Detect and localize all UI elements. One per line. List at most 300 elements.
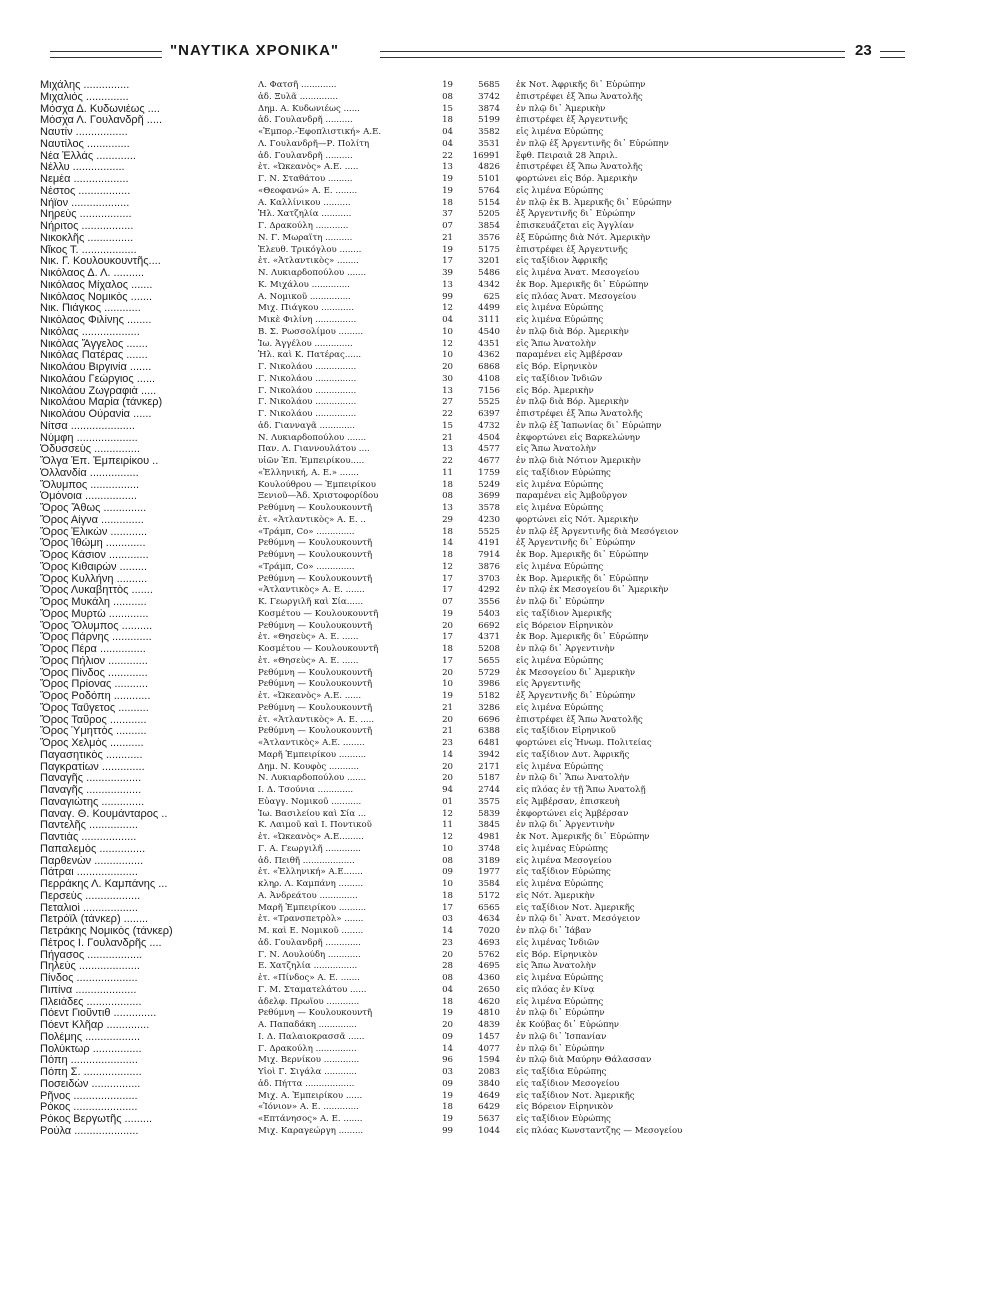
ship-status: φορτώνει εἰς Ἡνωμ. Πολιτείας [516,738,652,748]
ship-row [40,785,920,797]
ship-name: Παναγ. Θ. Κουμάνταρος .. [40,808,168,820]
ship-status: εἰς Ἄπω Ἀνατολὴν [516,444,597,455]
ship-status: εἰς λιμένας Εὐρώπης [516,843,608,854]
ship-status: ἐν πλῷ διὰ Βόρ. Ἀμερικὴν [516,326,629,337]
ship-status: ἐξ Εὐρώπης διὰ Νότ. Ἀμερικὴν [516,232,651,243]
ship-status: ἐξ Ἀργεντινῆς δι᾿ Εὐρώπην [516,209,636,220]
build-year: 12 [442,832,453,842]
build-year: 19 [442,174,453,184]
ship-owner: «Τράμπ, Co» .............. [258,561,355,572]
ship-owner: υἱῶν Ἐπ. Ἐμπειρίκου..... [258,456,365,466]
tonnage: 3742 [478,91,500,102]
ship-status: ἐν πλῷ ἐκ Β. Ἀμερικῆς δι᾿ Εὐρώπην [516,197,672,208]
ship-owner: Ρεθύμνη — Κουλουκουντῆ [258,538,373,549]
ship-row [40,268,920,280]
build-year: 19 [442,185,453,196]
ship-status: ἐκ Βορ. Ἀμερικῆς δι᾿ Εὐρώπην [516,550,649,560]
ship-name: Ὄρος Ταῦρος ............ [40,714,147,726]
ship-status: ἐκ Νοτ. Ἀμερικῆς δι᾿ Εὐρώπην [516,832,650,842]
ship-name: Ναυτίν ................. [40,127,128,138]
build-year: 13 [442,385,453,396]
page-number: 23 [855,42,872,59]
ship-name: Πεταλιοὶ .................. [40,902,138,914]
build-year: 28 [442,961,453,972]
ship-name: Ὁμόνοια ................. [40,491,137,503]
tonnage: 5208 [478,644,500,654]
ship-status: εἰς πλόας ἐν Κίνᾳ [516,984,595,995]
build-year: 99 [442,291,453,302]
ship-owner: Ν. Λυκιαρδοπούλου ....... [258,432,367,443]
tonnage: 4540 [478,326,500,337]
ship-status: ἐκ Βορ. Ἀμερικῆς δι᾿ Εὐρώπην [516,573,649,584]
header-rule-left [50,51,162,58]
tonnage: 4342 [478,279,500,290]
ship-name: Νύμφη .................... [40,432,138,444]
build-year: 12 [442,808,453,819]
build-year: 20 [442,773,453,784]
build-year: 17 [442,256,453,267]
ship-name: Ὄρος Αἶγνα .............. [40,514,144,526]
tonnage: 3556 [478,597,500,607]
ship-status: ἔφθ. Πειραιᾶ 28 Ἀπριλ. [516,150,618,161]
build-year: 19 [442,80,453,90]
tonnage: 6696 [478,714,500,725]
ship-row [40,726,920,738]
build-year: 13 [442,503,453,513]
build-year: 19 [442,691,453,701]
ship-row [40,374,920,386]
ship-row [40,115,920,127]
ship-status: εἰς Βόρ. Εἰρηνικὸν [516,949,598,960]
ship-name: Ὄρος Μυκάλη ........... [40,597,147,608]
build-year: 13 [442,162,453,173]
ship-row [40,691,920,703]
ship-status: εἰς ταξίδιον Δυτ. Ἀφρικῆς [516,749,630,760]
ship-name: Ποσειδὼν ................ [40,1078,141,1090]
ship-row [40,997,920,1009]
build-year: 13 [442,444,453,455]
ship-row [40,209,920,221]
ship-name: Νικόλαος Μίχαλος ....... [40,279,153,291]
build-year: 39 [442,268,453,278]
ship-row [40,468,920,480]
ship-name: Νικ. Πιάγκος ............ [40,303,141,315]
ship-owner: Κ. Γεωργιλῆ καὶ Σία...... [258,597,364,607]
tonnage: 1977 [478,867,500,878]
build-year: 10 [442,326,453,337]
ship-status: εἰς λιμένα Ἀνατ. Μεσογείου [516,268,640,278]
build-year: 14 [442,538,453,549]
ship-name: Ὄρος Πέρα ............... [40,644,146,655]
ship-row [40,80,920,92]
ship-owner: Ρεθύμνη — Κουλουκουντῆ [258,667,373,678]
ship-status: ἐν πλῷ ἐξ Ἰαπωνίας δι᾿ Εὐρώπην [516,420,662,431]
ship-name: Παναγιώτης .............. [40,796,145,808]
ship-status: εἰς λιμένα Εὐρώπης [516,479,604,490]
build-year: 21 [442,232,453,243]
ship-status: ἐν πλῷ δι᾿ Εὐρώπην [516,597,605,607]
tonnage: 4371 [478,632,500,643]
ship-status: εἰς ταξίδιον Μεσογείου [516,1078,620,1089]
ship-status: ἐν πλῷ διὰ Βόρ. Ἀμερικὴν [516,397,629,408]
tonnage: 2083 [478,1067,500,1077]
ship-status: εἰς λιμένα Εὐρώπης [516,702,604,713]
tonnage: 5403 [478,608,500,619]
ship-name: Παπαλεμὸς ............... [40,843,146,855]
ship-status: ἐν πλῷ ἐξ Ἀργεντινῆς δι᾿ Εὐρώπην [516,138,669,149]
ship-name: Νικολάου Βιργινία ....... [40,362,152,373]
build-year: 12 [442,561,453,572]
ship-owner: Ρεθύμνη — Κουλουκουντῆ [258,550,373,560]
build-year: 18 [442,115,453,126]
ship-name: Πολέμης .................. [40,1031,141,1043]
build-year: 22 [442,150,453,161]
ship-row [40,903,920,915]
ship-row [40,1020,920,1032]
ship-name: Πολύκτωρ ................ [40,1043,142,1055]
ship-name: Ὄρος Ὄλυμπος .......... [40,620,153,632]
tonnage: 7914 [478,550,500,560]
tonnage: 4839 [478,1020,500,1030]
ship-name: Νικόλας ................... [40,326,140,338]
ship-row [40,162,920,174]
ship-owner: Μικὲ Φιλίνη ............... [258,315,357,325]
build-year: 22 [442,409,453,419]
ship-owner: «Τράμπ, Co» .............. [258,526,355,537]
build-year: 21 [442,726,453,737]
tonnage: 3699 [478,491,500,502]
build-year: 23 [442,937,453,948]
ship-name: Νηρεὺς ................. [40,209,132,221]
ship-row [40,1079,920,1091]
ship-status: ἐπιστρέφει ἐξ Ἀργεντινῆς [516,115,628,126]
ship-row [40,668,920,680]
ship-row [40,480,920,492]
ship-status: φορτώνει εἰς Βόρ. Ἀμερικὴν [516,174,638,184]
ship-name: Νικ. Γ. Κουλουκουντῆς.... [40,256,161,268]
build-year: 17 [442,585,453,596]
ship-owner: Μαρῆ Ἐμπειρίκου .......... [258,902,367,913]
build-year: 04 [442,127,453,137]
ship-name: Περράκης Λ. Καμπάνης ... [40,879,168,890]
ship-row [40,245,920,257]
journal-title: "ΝΑΥΤΙΚΑ ΧΡΟΝΙΚΑ" [170,42,340,59]
ship-row [40,433,920,445]
ship-row [40,350,920,362]
ship-row [40,386,920,398]
ship-owner: ἑτ. «Ἀτλαντικὸς» Α. Ε. ..... [258,714,375,725]
ship-name: Ὄρος Ροδόπη ............ [40,691,151,702]
build-year: 18 [442,479,453,490]
tonnage: 4577 [478,444,500,455]
tonnage: 3576 [478,232,500,243]
tonnage: 6565 [478,902,500,913]
ship-owner: Μιχ. Πιάγκου ............ [258,303,354,314]
ship-row [40,703,920,715]
ship-status: ἐν πλῷ δι᾿ Ἀνατ. Μεσόγειον [516,914,641,925]
ship-row [40,527,920,539]
tonnage: 5175 [478,244,500,255]
ship-owner: Μιχ. Καραγεώργη ......... [258,1125,364,1136]
build-year: 09 [442,1078,453,1089]
ship-name: Ὄρος Πήλιον ............. [40,655,148,667]
ship-owner: Γ. Ν. Λουλούδη ............ [258,949,361,960]
ship-status: εἰς Ἄπω Ἀνατολὴν [516,961,597,972]
ship-row [40,856,920,868]
tonnage: 5187 [478,773,500,784]
build-year: 07 [442,221,453,231]
ship-owner: Κ. Μιχάλου .............. [258,279,350,290]
ship-status: εἰς ταξίδιον Ἰνδιῶν [516,373,603,384]
tonnage: 4732 [478,420,500,431]
build-year: 18 [442,526,453,537]
ship-row [40,961,920,973]
ship-name: Ρούλα ..................... [40,1125,139,1137]
ship-list [40,80,920,1138]
ship-name: Παγασητικὸς ............ [40,749,143,761]
ship-status: εἰς πλόας ἐν τῇ Ἄπω Ἀνατολῇ [516,785,646,795]
ship-status: ἐπιστρέφει ἐξ Ἄπω Ἀνατολῆς [516,409,643,419]
ship-owner: ἑτ. «Θησεὺς» Α. Ε. ...... [258,632,359,643]
ship-name: Ρόκος ..................... [40,1102,138,1114]
ship-owner: Μιχ. Α. Ἐμπειρίκου ...... [258,1090,363,1101]
ship-row [40,303,920,315]
ship-owner: Ρεθύμνη — Κουλουκουντῆ [258,702,373,713]
ship-status: εἰς λιμένα Εὐρώπης [516,185,604,196]
tonnage: 4649 [478,1090,500,1101]
build-year: 13 [442,279,453,290]
ship-row [40,973,920,985]
ship-owner: Ρεθύμνη — Κουλουκουντῆ [258,503,373,513]
build-year: 18 [442,1102,453,1113]
tonnage: 3845 [478,820,500,831]
ship-name: Περσεὺς .................. [40,890,141,902]
ship-owner: Γ. Α. Γεωργιλῆ ............. [258,843,361,854]
tonnage: 6397 [478,409,500,419]
tonnage: 3986 [478,679,500,690]
ship-owner: Α. Νομικοῦ ............... [258,291,351,302]
tonnage: 1044 [478,1125,500,1136]
build-year: 17 [442,632,453,643]
ship-status: εἰς Ἀργεντινῆς [516,679,581,690]
build-year: 08 [442,91,453,102]
ship-status: ἐν πλῷ ἐξ Ἀργεντινῆς διὰ Μεσόγειον [516,526,679,537]
tonnage: 3840 [478,1078,500,1089]
ship-name: Ὄρος Χελμὸς ........... [40,738,144,749]
build-year: 12 [442,338,453,349]
ship-status: ἐν πλῷ διὰ Νότιον Ἀμερικὴν [516,456,641,466]
ship-row [40,92,920,104]
ship-owner: Ε. Χατζηλία ................ [258,961,358,972]
ship-owner: Λ. Φατσῆ ............. [258,80,337,90]
ship-owner: «Ἐμπορ.-Ἐφοπλιστική» Α.Ε. [258,127,382,137]
ship-row [40,950,920,962]
ship-row [40,409,920,421]
ship-row [40,985,920,997]
ship-row [40,1091,920,1103]
ship-status: εἰς ταξίδιον Εἰρηνικοῦ [516,726,616,737]
ship-row [40,914,920,926]
build-year: 20 [442,667,453,678]
ship-name: Ρῆνος ..................... [40,1090,138,1102]
ship-row [40,151,920,163]
ship-name: Νεμέα .................. [40,174,129,185]
ship-name: Ὄλυμπος ................ [40,479,140,491]
ship-name: Πόεντ Γιοῦντιθ .............. [40,1008,157,1020]
ship-owner: Γ. Νικολάου ............... [258,385,357,396]
ship-name: Ὄρος Πρίονας ........... [40,679,149,691]
tonnage: 1594 [478,1055,500,1066]
build-year: 30 [442,373,453,384]
build-year: 99 [442,1125,453,1136]
ship-status: εἰς Βόρ. Ἀμερικὴν [516,385,594,396]
ship-owner: Δημ. Α. Κυδωνιέως ...... [258,103,360,114]
ship-row [40,233,920,245]
tonnage: 1457 [478,1031,500,1042]
build-year: 18 [442,197,453,208]
ship-name: Ρόκος Βεργωτῆς ......... [40,1114,153,1125]
build-year: 23 [442,738,453,748]
ship-name: Νικόλαος Φιλίνης ........ [40,315,152,326]
tonnage: 4360 [478,973,500,983]
build-year: 03 [442,1067,453,1077]
build-year: 04 [442,315,453,325]
ship-name: Νήϊον ................... [40,197,130,209]
ship-row [40,444,920,456]
tonnage: 1759 [478,467,500,478]
build-year: 21 [442,702,453,713]
build-year: 10 [442,679,453,690]
ship-owner: Α. Καλλίνικου .......... [258,197,351,208]
ship-status: εἰς Βόρ. Εἰρηνικὸν [516,362,598,372]
ship-owner: ἀδ. Γιανναγᾶ ............. [258,420,356,431]
ship-status: εἰς Ἄπω Ἀνατολὴν [516,338,597,349]
tonnage: 5655 [478,655,500,666]
ship-status: εἰς λιμένα Εὐρώπης [516,503,604,513]
ship-name: Ναυτίλος .............. [40,138,130,150]
ship-owner: Κ. Λαιμοῦ καὶ Ι. Ποντικοῦ [258,820,372,831]
ship-owner: «Ἀτλαντικὸς» Α.Ε. ........ [258,738,365,748]
tonnage: 4230 [478,514,500,525]
ship-owner: Ρεθύμνη — Κουλουκουντῆ [258,573,373,584]
ship-name: Πηλεὺς .................... [40,961,140,973]
tonnage: 6481 [478,738,500,748]
tonnage: 4351 [478,338,500,349]
build-year: 20 [442,761,453,772]
build-year: 18 [442,550,453,560]
ship-name: Ὄρος Ἰθώμη ............. [40,538,146,550]
ship-name: Πετρὸϊλ (τάνκερ) ........ [40,914,149,926]
ship-name: Νῖκος Τ. .................. [40,244,137,256]
ship-name: Ὄρος Κάσιον ............. [40,550,149,561]
ship-owner: Ν. Λυκιαρδοπούλου ....... [258,268,367,278]
header-rule-middle [380,51,845,58]
ship-status: παραμένει εἰς Ἀμβέρσαν [516,350,623,361]
ship-status: ἐκ Βορ. Ἀμερικῆς δι᾿ Εὐρώπην [516,279,649,290]
ship-name: Ὀλλανδία ................ [40,467,139,479]
ship-owner: Υἱοὶ Γ. Σιγάλα ............ [258,1067,357,1077]
tonnage: 4677 [478,456,500,466]
ship-name: Παρθενὼν ................ [40,855,144,867]
ship-name: Παγκρατίων .............. [40,761,145,773]
ship-row [40,139,920,151]
ship-status: εἰς λιμένα Εὐρώπης [516,315,604,325]
ship-name: Πιπίνα .................... [40,984,137,996]
ship-status: ἐπιστρέφει ἐξ Ἄπω Ἀνατολῆς [516,162,643,173]
tonnage: 16991 [472,150,500,161]
build-year: 17 [442,655,453,666]
tonnage: 7020 [478,926,500,936]
build-year: 03 [442,914,453,925]
ship-owner: Ἰω. Ἀγγέλου .............. [258,338,353,349]
ship-owner: Λ. Γουλανδρῆ—Ρ. Πολίτη [258,138,370,149]
build-year: 17 [442,573,453,584]
ship-status: ἐν πλῷ ἐκ Μεσογείου δι᾿ Ἀμερικὴν [516,585,669,596]
build-year: 10 [442,879,453,889]
ship-row [40,186,920,198]
ship-name: Παναγῆς .................. [40,785,142,796]
ship-status: εἰς Νότ. Ἀμερικὴν [516,890,595,901]
tonnage: 3876 [478,561,500,572]
ship-owner: Γ. Δρακούλη ............ [258,221,349,231]
ship-status: εἰς Βόρειον Εἰρηνικὸν [516,1102,614,1113]
ship-row [40,339,920,351]
build-year: 29 [442,514,453,525]
ship-owner: «Ἀτλαντικὸς» Α. Ε. ....... [258,585,365,596]
ship-status: εἰς ταξίδιον Ἀμερικῆς [516,608,612,619]
build-year: 96 [442,1055,453,1066]
ship-name: Πλειάδες .................. [40,996,142,1008]
ship-row [40,879,920,891]
ship-name: Νέα Ἑλλάς ............. [40,150,136,162]
tonnage: 5839 [478,808,500,819]
ship-row [40,1114,920,1126]
ship-name: Ὄρος Ἄθως .............. [40,503,147,514]
ship-owner: Γ. Νικολάου ............... [258,373,357,384]
tonnage: 4292 [478,585,500,596]
ship-name: Πίνδος .................... [40,973,138,984]
ship-name: Πέτρος Ι. Γουλανδρῆς .... [40,937,162,949]
ship-name: Νικολάου Μαρία (τάνκερ) [40,397,163,409]
ship-owner: «Ἰόνιον» Α. Ε. ............. [258,1102,359,1113]
ship-row [40,1126,920,1138]
ship-row [40,315,920,327]
ship-status: ἐπισκευάζεται εἰς Ἀγγλίαν [516,221,634,231]
ship-owner: ἀδ. Πήττα .................. [258,1078,355,1089]
build-year: 08 [442,973,453,983]
ship-status: ἐν πλῷ διὰ Μαύρην Θάλασσαν [516,1055,652,1066]
ship-row [40,809,920,821]
ship-status: εἰς λιμένα Εὐρώπης [516,996,604,1007]
ship-row [40,679,920,691]
build-year: 10 [442,843,453,854]
build-year: 19 [442,1114,453,1124]
ship-owner: Ρεθύμνη — Κουλουκουντῆ [258,726,373,737]
ship-owner: ἀδ. Γουλανδρῆ .......... [258,115,353,126]
ship-status: εἰς ταξίδιον Εὐρώπης [516,467,611,478]
ship-row [40,574,920,586]
build-year: 20 [442,949,453,960]
build-year: 11 [442,467,453,478]
ship-status: ἐν πλῷ δι᾿ Ἀργεντινὴν [516,644,615,654]
ship-row [40,280,920,292]
tonnage: 4620 [478,996,500,1007]
ship-name: Νίτσα ..................... [40,420,135,432]
ship-owner: Παν. Λ. Γιαννουλάτου .... [258,444,370,455]
build-year: 20 [442,714,453,725]
tonnage: 4191 [478,538,500,549]
ship-owner: Γ. Ν. Σταθάτου ......... [258,174,353,184]
